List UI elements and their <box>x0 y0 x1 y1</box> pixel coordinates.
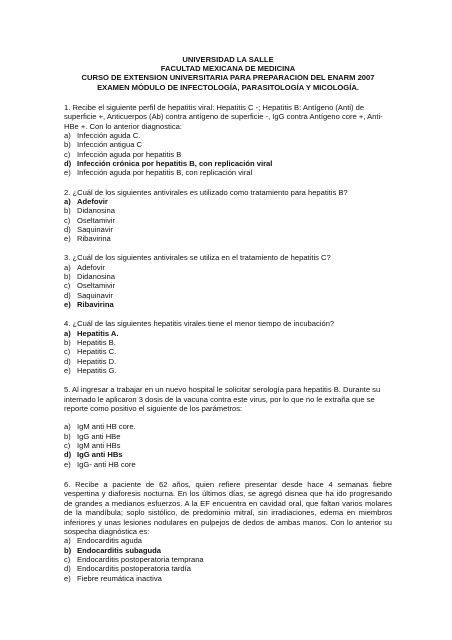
option-list <box>64 263 392 309</box>
question-6 <box>64 480 392 583</box>
option-e: e) Hepatitis G. <box>64 365 117 375</box>
option-d: d) Saquinavir <box>64 224 113 234</box>
option-d-answer: d) Infección crónica por hepatitis B, con replicación viral <box>64 158 273 168</box>
option-d: d) Endocarditis postoperatoria tardía <box>64 564 191 574</box>
option-e-answer: e) Ribavirina <box>64 300 114 309</box>
option-d-answer: d) IgG anti HBs <box>64 450 123 460</box>
option-b: b) Didanosina <box>64 206 115 216</box>
question-stem: 6. Recibe a paciente de 62 años, quien refiere presentar desde hace 4 semanas fiebre vespertina y diaforesis nocturna. En los últimos días, se agregó disnea que ha ido progresando de grandes a medianos esfuerzos. A la EF encuentra en cavidad oral, que faltan varios molares de la mandíbula; soplo sistólico, de predominio mitral, sin irradiaciones, edema en miembros inferiores y unas lesiones nodulares en pulpejos de dedos de ambas manos. Con lo anterior su sospecha diagnóstica es: <box>64 479 392 536</box>
question-stem: 1. Recibe el siguiente perfil de hepatitis viral: Hepatitis C -; Hepatitis B: Antígeno (Anti) de superficie +, Anticuerpos (Ab) contra antígeno de superficie -, IgG contra Antígeno core +, Anti-HBe +. Con lo anterior diagnostica: <box>64 102 383 131</box>
option-b: b) IgG anti HBe <box>64 431 121 441</box>
option-a: a) IgM anti HB core. <box>64 422 136 432</box>
option-a: a) Infección aguda C. <box>64 131 141 141</box>
question-1 <box>64 103 392 178</box>
option-c: c) Infección aguda por hepatitis B <box>64 149 182 159</box>
document-header <box>64 55 392 92</box>
option-b-answer: b) Endocarditis subaguda <box>64 545 161 555</box>
option-c: c) Oseltamivir <box>64 215 115 225</box>
option-list <box>64 329 392 375</box>
option-d: d) Hepatitis D. <box>64 356 117 366</box>
university-name: UNIVERSIDAD LA SALLE <box>182 55 274 64</box>
option-list <box>64 422 392 468</box>
question-stem: 5. Al ingresar a trabajar en un nuevo hospital le solicitar serología para hepatitis B. Durante su internado le aplicaron 3 dosis de la vacuna contra este virus, por lo que no le extraña que se reporte como positivo el siguiente de los parámetros: <box>64 385 381 413</box>
faculty-name: FACULTAD MEXICANA DE MEDICINA <box>160 64 296 74</box>
option-b: b) Hepatitis B. <box>64 338 116 347</box>
option-a: a) Endocarditis aguda <box>64 536 143 546</box>
question-5 <box>64 385 392 469</box>
question-3 <box>64 253 392 309</box>
question-stem: 4. ¿Cuál de las siguientes hepatitis virales tiene el menor tiempo de incubación? <box>64 319 335 329</box>
option-d: d) Saquinavir <box>64 290 113 300</box>
option-e: e) IgG- anti HB core <box>64 459 136 469</box>
question-stem: 3. ¿Cuál de los siguientes antivirales se utiliza en el tratamiento de hepatitis C? <box>64 253 331 263</box>
option-list <box>64 197 392 243</box>
option-e: e) Infección aguda por hepatitis B, con replicación viral <box>64 168 253 178</box>
exam-title: EXAMEN MÓDULO DE INFECTOLOGÍA, PARASITOLOGÍA Y MICOLOGÍA. <box>97 82 359 92</box>
question-2 <box>64 188 392 244</box>
course-name: CURSO DE EXTENSION UNIVERSITARIA PARA PREPARACION DEL ENARM 2007 <box>81 73 375 83</box>
option-e: e) Ribavirina <box>64 234 111 244</box>
option-c: c) Endocarditis postoperatoria temprana <box>64 554 204 564</box>
question-4 <box>64 319 392 375</box>
option-c: c) IgM anti HBs <box>64 441 121 450</box>
option-c: c) Hepatitis C. <box>64 347 117 357</box>
option-list <box>64 131 392 177</box>
option-a: a) Adefovir <box>64 262 105 272</box>
option-e: e) Fiebre reumática inactiva <box>64 573 162 583</box>
option-b: b) Infección antigua C <box>64 140 143 150</box>
option-c: c) Oseltamivir <box>64 281 115 291</box>
option-b: b) Didanosina <box>64 272 115 282</box>
option-a-answer: a) Hepatitis A. <box>64 328 119 338</box>
option-list <box>64 536 392 582</box>
question-stem: 2. ¿Cuál de los siguientes antivirales es utilizado como tratamiento para hepatitis B? <box>64 187 348 197</box>
option-a-answer: a) Adefovir <box>64 196 108 206</box>
